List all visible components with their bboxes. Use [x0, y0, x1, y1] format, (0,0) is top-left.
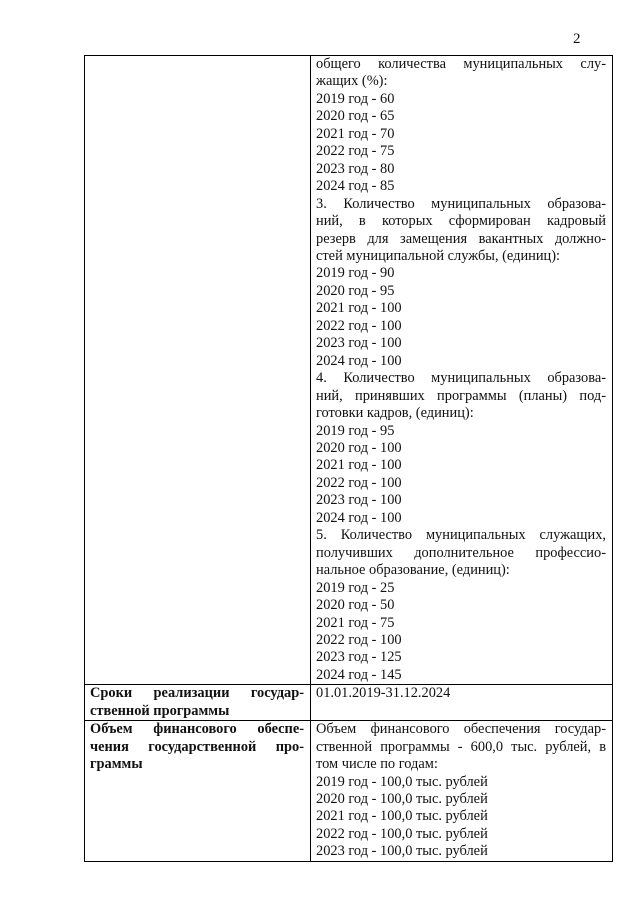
row-value-cell-text-line: 2022 год - 100,0 тыс. рублей [316, 825, 488, 842]
row-value-cell-text-line: 2023 год - 100,0 тыс. рублей [316, 843, 488, 860]
row-value-cell-text-line: ний, принявших программы (планы) под- [316, 387, 606, 404]
row-value-cell-text-line: ственной программы - 600,0 тыс. рублей, в [316, 738, 606, 755]
row-label-cell [85, 721, 311, 862]
row-value-cell-text-line: 2019 год - 25 [316, 579, 395, 596]
passport-row [85, 721, 613, 862]
row-value-cell-text-line: общего количества муниципальных слу- [316, 56, 606, 72]
row-value-cell-text-line: резерв для замещения вакантных должно- [316, 230, 606, 247]
row-value-cell-text-line: 2021 год - 100 [316, 300, 402, 317]
row-value-cell-text-line: 01.01.2019-31.12.2024 [316, 685, 451, 702]
row-value-cell-text-line: 2020 год - 50 [316, 597, 395, 614]
row-value-cell-text-line: 2024 год - 145 [316, 666, 402, 683]
row-value-cell-text-line: 2020 год - 65 [316, 108, 395, 125]
row-value-cell-text-line: 3. Количество муниципальных образова- [316, 195, 606, 212]
row-value-cell [311, 56, 613, 685]
row-value-cell-text-line: 5. Количество муниципальных служащих, [316, 527, 606, 544]
row-value-cell-text-line: 2019 год - 60 [316, 90, 395, 107]
row-value-cell-text-line: 2021 год - 70 [316, 125, 395, 142]
row-value-cell-text-line: Объем финансового обеспечения государ- [316, 721, 606, 738]
row-value-cell-text-line: 2024 год - 100 [316, 352, 402, 369]
row-value-cell-text-line: 4. Количество муниципальных образова- [316, 370, 606, 387]
row-value-cell-text-line: получивших дополнительное профессио- [316, 544, 606, 561]
row-value-cell-text-line: 2024 год - 85 [316, 178, 395, 195]
page-number: 2 [573, 31, 581, 47]
row-value-cell-text-line: 2019 год - 90 [316, 265, 395, 282]
row-label-cell-text-line: Сроки реализации государ- [90, 685, 304, 702]
row-value-cell-text-line: 2022 год - 75 [316, 143, 395, 160]
row-label-cell-text-line: ственной программы [90, 702, 230, 719]
row-value-cell-text-line: том числе по годам: [316, 756, 438, 773]
row-value-cell-text-line: нальное образование, (единиц): [316, 562, 510, 579]
row-value-cell-text-line: жащих (%): [316, 73, 388, 90]
row-value-cell-text-line: 2023 год - 100 [316, 492, 402, 509]
passport-table-body [85, 56, 613, 862]
row-label-cell-text-line: граммы [90, 756, 143, 773]
passport-row [85, 56, 613, 685]
row-value-cell [311, 685, 613, 721]
row-value-cell-text-line: 2019 год - 100,0 тыс. рублей [316, 773, 488, 790]
row-value-cell-text-line: 2023 год - 100 [316, 335, 402, 352]
row-label-cell [85, 56, 311, 685]
row-label-cell-text-line: чения государственной про- [90, 738, 304, 755]
row-value-cell-text-line: 2019 год - 95 [316, 422, 395, 439]
row-value-cell-text-line: стей муниципальной службы, (единиц): [316, 247, 561, 264]
program-passport-table [84, 55, 613, 862]
row-value-cell-text-line: 2022 год - 100 [316, 474, 402, 491]
row-value-cell-text-line: 2021 год - 100 [316, 457, 402, 474]
row-value-cell-text-line: 2020 год - 100,0 тыс. рублей [316, 791, 488, 808]
row-value-cell [311, 721, 613, 862]
row-value-cell-text-line: 2021 год - 75 [316, 614, 395, 631]
row-value-cell-text-line: 2023 год - 125 [316, 649, 402, 666]
row-label-cell [85, 685, 311, 721]
row-value-cell-text-line: ний, в которых сформирован кадровый [316, 213, 606, 230]
row-value-cell-text-line: 2023 год - 80 [316, 160, 395, 177]
row-label-cell-text-line: Объем финансового обеспе- [90, 721, 304, 738]
row-value-cell-text-line: 2020 год - 100 [316, 439, 402, 456]
passport-row [85, 685, 613, 721]
row-value-cell-text-line: 2020 год - 95 [316, 282, 395, 299]
row-value-cell-text-line: 2022 год - 100 [316, 317, 402, 334]
row-value-cell-text-line: 2022 год - 100 [316, 631, 402, 648]
row-value-cell-text-line: 2024 год - 100 [316, 509, 402, 526]
row-value-cell-text-line: 2021 год - 100,0 тыс. рублей [316, 808, 488, 825]
row-value-cell-text-line: готовки кадров, (единиц): [316, 405, 474, 422]
